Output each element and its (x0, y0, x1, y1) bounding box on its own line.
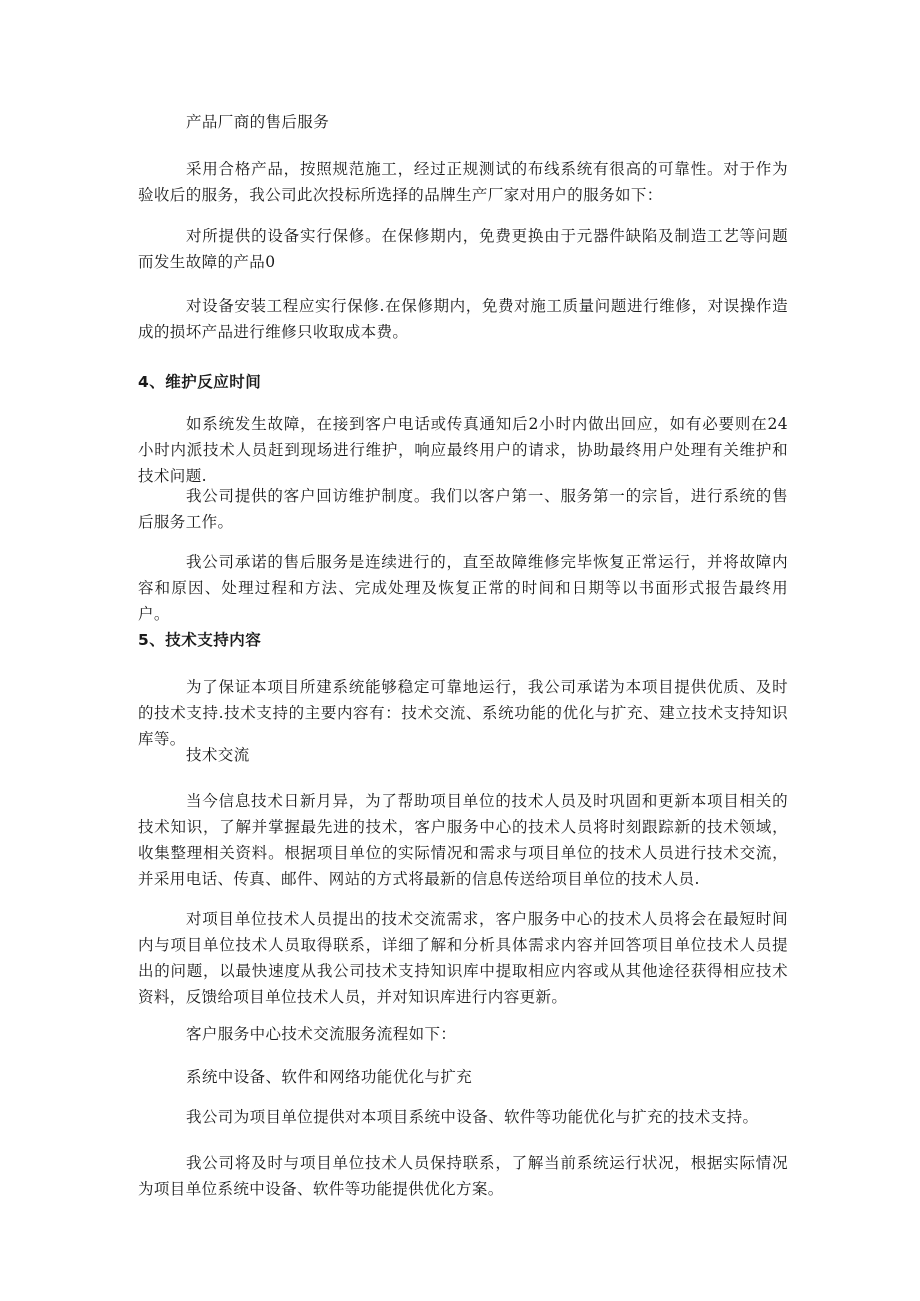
paragraph-tech-exchange-body: 当今信息技术日新月异，为了帮助项目单位的技术人员及时巩固和更新本项目相关的技术知识，了解并掌握最先进的技术，客户服务中心的技术人员将时刻跟踪新的技术领域，收集整理相关资料。根据项目单位的实际情况和需求与项目单位的技术人员进行技术交流，并采用电话、传真、邮件、网站的方式将最新的信息传送给项目单位的技术人员. (138, 792, 788, 888)
paragraph-tech-support-intro: 为了保证本项目所建系统能够稳定可靠地运行，我公司承诺为本项目提供优质、及时的技术支持.技术支持的主要内容有：技术交流、系统功能的优化与扩充、建立技术支持知识库等。 (138, 678, 788, 748)
paragraph-tech-exchange-title: 技术交流 (186, 746, 250, 764)
section-heading-response-time: 4、维护反应时间 (138, 373, 262, 391)
paragraph-after-sales-title: 产品厂商的售后服务 (186, 113, 330, 131)
paragraph-after-sales-intro: 采用合格产品，按照规范施工，经过正规测试的布线系统有很高的可靠性。对于作为验收后的服务，我公司此次投标所选择的品牌生产厂家对用户的服务如下： (138, 160, 788, 204)
paragraph-exchange-process: 客户服务中心技术交流服务流程如下： (186, 1025, 457, 1043)
paragraph-equipment-warranty: 对所提供的设备实行保修。在保修期内，免费更换由于元器件缺陷及制造工艺等问题而发生故障的产品0 (138, 227, 788, 271)
paragraph-optimization-title: 系统中设备、软件和网络功能优化与扩充 (186, 1068, 473, 1086)
section-heading-tech-support: 5、技术支持内容 (138, 631, 262, 649)
paragraph-continuous-service: 我公司承诺的售后服务是连续进行的，直至故障维修完毕恢复正常运行，并将故障内容和原因、处理过程和方法、完成处理及恢复正常的时间和日期等以书面形式报告最终用户。 (138, 553, 788, 623)
paragraph-exchange-request-handling: 对项目单位技术人员提出的技术交流需求，客户服务中心的技术人员将会在最短时间内与项目单位技术人员取得联系，详细了解和分析具体需求内容并回答项目单位技术人员提出的问题，以最快速度从我公司技术支持知识库中提取相应内容或从其他途径获得相应技术资料，反馈给项目单位技术人员，并对知识库进行内容更新。 (138, 910, 788, 1006)
paragraph-optimization-support: 我公司为项目单位提供对本项目系统中设备、软件等功能优化与扩充的技术支持。 (186, 1108, 759, 1126)
paragraph-response-commitment: 如系统发生故障，在接到客户电话或传真通知后2小时内做出回应，如有必要则在24小时内派技术人员赶到现场进行维护，响应最终用户的请求，协助最终用户处理有关维护和技术问题. (138, 415, 788, 485)
paragraph-optimization-plan: 我公司将及时与项目单位技术人员保持联系，了解当前系统运行状况，根据实际情况为项目单位系统中设备、软件等功能提供优化方案。 (138, 1154, 788, 1198)
paragraph-installation-warranty: 对设备安装工程应实行保修.在保修期内，免费对施工质量问题进行维修，对误操作造成的损坏产品进行维修只收取成本费。 (138, 297, 788, 341)
paragraph-revisit-policy: 我公司提供的客户回访维护制度。我们以客户第一、服务第一的宗旨，进行系统的售后服务工作。 (138, 487, 788, 531)
